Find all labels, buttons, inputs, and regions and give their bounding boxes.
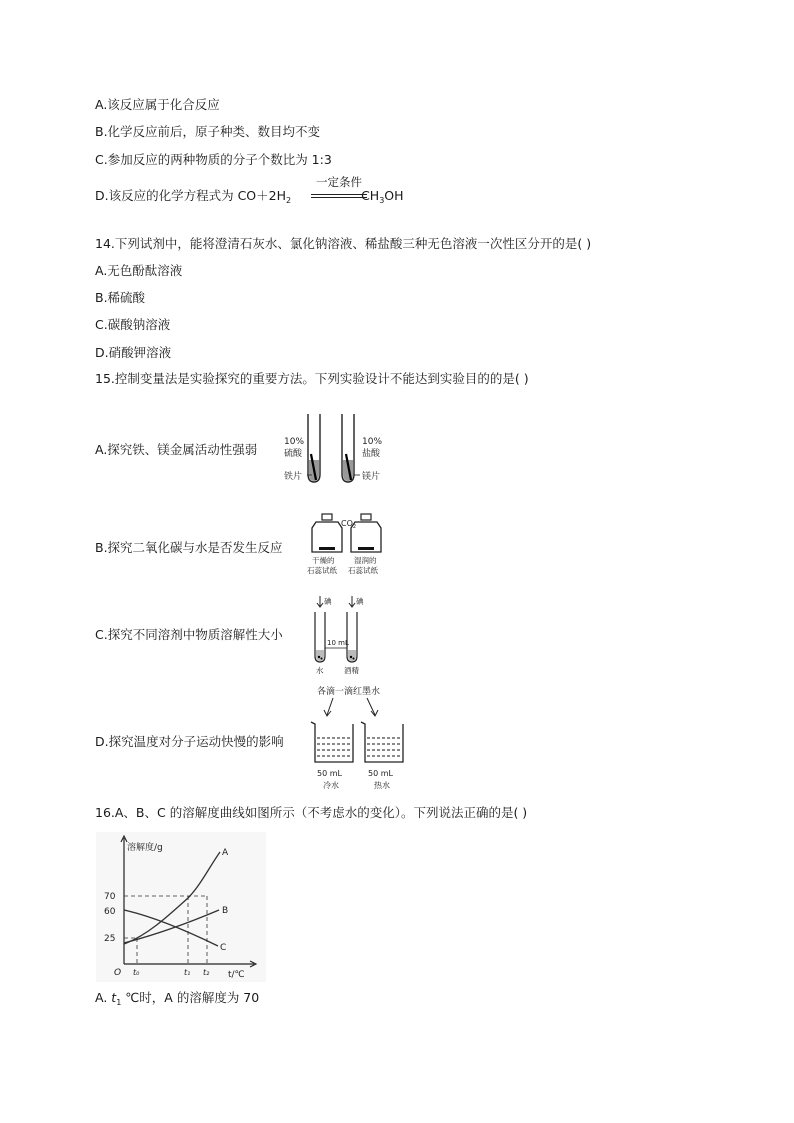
figure-solubility-tubes (308, 594, 378, 676)
x-tick-t0: t₀ (133, 968, 140, 977)
q14-stem: 14.下列试剂中，能将澄清石灰水、氯化钠溶液、稀盐酸三种无色溶液一次性区分开的是( ) (95, 236, 592, 251)
curve-b-label: B (222, 906, 229, 916)
q16-stem: 16.A、B、C 的溶解度曲线如图所示（不考虑水的变化）。下列说法正确的是( ) (95, 805, 528, 820)
q13-option-d-prefix: D.该反应的化学方程式为 CO＋2H (95, 188, 286, 203)
q16-option-a-prefix: A. (95, 990, 112, 1005)
q13-option-d-product-subscript: 3 (379, 196, 385, 205)
q13-option-d-product-tail: OH (384, 188, 404, 203)
q14-option-b: B.稀硫酸 (95, 290, 146, 305)
x-axis-label: t/℃ (228, 970, 245, 980)
origin-label: O (114, 968, 122, 978)
fig-b-left-label-1: 干燥的 (312, 556, 335, 565)
q14-option-a: A.无色酚酞溶液 (95, 263, 183, 278)
fig-c-left-solute: 碘 (324, 597, 332, 606)
q16-option-a (95, 990, 259, 1011)
q14-option-d: D.硝酸钾溶液 (95, 345, 172, 360)
y-axis-label: 溶解度/g (127, 843, 163, 853)
fig-c-right-solvent: 酒精 (344, 666, 359, 675)
y-tick-60: 60 (104, 907, 116, 917)
q16-option-a-rest: ℃时，A 的溶解度为 70 (121, 990, 260, 1005)
fig-d-right-name: 热水 (374, 781, 390, 790)
fig-b-left-label-2: 石蕊试纸 (307, 566, 337, 575)
q15-option-d: D.探究温度对分子运动快慢的影响 (95, 734, 284, 749)
q13-option-c: C.参加反应的两种物质的分子个数比为 1:3 (95, 152, 332, 167)
fig-a-left-acid-conc: 10% (284, 437, 305, 447)
fig-a-right-acid-conc: 10% (362, 437, 383, 447)
q15-option-c: C.探究不同溶剂中物质溶解性大小 (95, 627, 283, 642)
fig-b-right-label-2: 石蕊试纸 (348, 566, 378, 575)
fig-c-volume: 10 mL (327, 639, 349, 647)
solubility-chart (96, 832, 266, 982)
figure-co2-litmus (304, 512, 394, 576)
q13-option-a: A.该反应属于化合反应 (95, 97, 220, 112)
q16-option-a-tsub: 1 (116, 998, 122, 1007)
q13-option-b: B.化学反应前后，原子种类、数目均不变 (95, 124, 321, 139)
fig-c-left-solvent: 水 (316, 666, 324, 675)
fig-b-gas: $CO_2$ (341, 519, 357, 530)
fig-a-right-metal: 镁片 (362, 472, 381, 482)
q15-stem: 15.控制变量法是实验探究的重要方法。下列实验设计不能达到实验目的的是( ) (95, 371, 529, 386)
reaction-condition: 一定条件 (316, 175, 362, 189)
q14-option-c: C.碳酸钠溶液 (95, 317, 171, 332)
fig-c-right-solute: 碘 (356, 597, 364, 606)
equals-sign (311, 194, 367, 198)
q13-option-d (95, 175, 404, 205)
q13-option-d-subscript: 2 (286, 196, 292, 205)
curve-a-label: A (222, 848, 229, 858)
y-tick-25: 25 (104, 934, 116, 944)
q13-option-d-product: CH (361, 188, 380, 203)
curve-c-label: C (220, 943, 227, 953)
fig-b-right-label-1: 湿润的 (354, 556, 377, 565)
q15-option-b: B.探究二氧化碳与水是否发生反应 (95, 540, 283, 555)
fig-d-right-volume: 50 mL (368, 769, 393, 778)
q16-option-a-t: t (111, 990, 117, 1005)
fig-d-left-volume: 50 mL (317, 769, 342, 778)
fig-a-left-metal: 铁片 (284, 472, 303, 482)
fig-d-left-name: 冷水 (323, 781, 339, 790)
y-tick-70: 70 (104, 892, 116, 902)
x-tick-t1: t₁ (184, 968, 191, 977)
fig-a-right-acid-name: 盐酸 (362, 449, 381, 459)
figure-ink-beakers (305, 682, 415, 794)
figure-metal-activity (280, 410, 390, 486)
fig-a-left-acid-name: 硫酸 (284, 449, 303, 459)
x-tick-t2: t₂ (203, 968, 210, 977)
fig-d-top-label: 各滴一滴红墨水 (317, 687, 381, 697)
q15-option-a: A.探究铁、镁金属活动性强弱 (95, 442, 258, 457)
